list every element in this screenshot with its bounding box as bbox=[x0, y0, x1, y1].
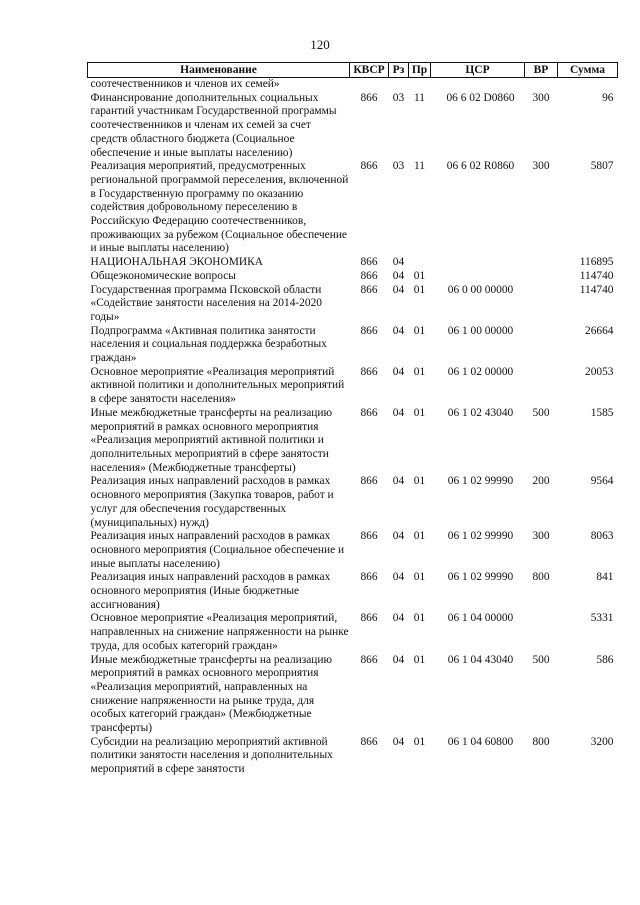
cell-name: Общеэкономические вопросы bbox=[90, 269, 236, 282]
table-row bbox=[88, 654, 618, 736]
cell-kvsr: 866 bbox=[360, 256, 378, 269]
cell-name: Реализация иных направлений расходов в рамках основного мероприятия (Закупка товаров, работ и услуг для обеспечения государственных (муниципальных) нужд) bbox=[90, 475, 334, 529]
table-row bbox=[88, 736, 618, 777]
cell-kvsr: 866 bbox=[360, 269, 378, 282]
cell-kvsr: 866 bbox=[360, 283, 378, 296]
cell-vr: 200 bbox=[532, 475, 550, 488]
table-row bbox=[88, 407, 618, 476]
cell-pr: 01 bbox=[413, 269, 426, 282]
cell-vr: 500 bbox=[532, 406, 550, 419]
table-row bbox=[88, 612, 618, 653]
cell-name: Иные межбюджетные трансферты на реализацию мероприятий в рамках основного мероприятия «Реализация мероприятий, направленных на снижение напряженности на рынке труда, для особых категорий граждан» (Межбюджетные трансферты) bbox=[90, 653, 332, 735]
cell-vr: 800 bbox=[532, 735, 550, 748]
cell-sum: 9564 bbox=[590, 475, 614, 488]
table-row bbox=[88, 160, 618, 256]
cell-csr: 06 1 02 99990 bbox=[447, 571, 514, 584]
cell-sum: 5807 bbox=[590, 160, 614, 173]
cell-kvsr: 866 bbox=[360, 406, 378, 419]
cell-pr: 11 bbox=[414, 160, 425, 173]
cell-sum: 96 bbox=[602, 91, 614, 104]
cell-kvsr: 866 bbox=[360, 530, 378, 543]
cell-kvsr: 866 bbox=[360, 475, 378, 488]
cell-rz: 04 bbox=[392, 269, 405, 282]
header-kvsr: КВСР bbox=[350, 63, 389, 78]
cell-csr: 06 1 04 43040 bbox=[447, 653, 514, 666]
cell-csr: 06 1 02 43040 bbox=[447, 406, 514, 419]
cell-vr: 300 bbox=[532, 530, 550, 543]
cell-name: Реализация иных направлений расходов в рамках основного мероприятия (Социальное обеспечение и иные выплаты населению) bbox=[90, 530, 345, 570]
cell-sum: 1585 bbox=[590, 406, 614, 419]
cell-vr bbox=[525, 270, 558, 284]
cell-sum: 114740 bbox=[579, 283, 614, 296]
cell-pr: 01 bbox=[413, 406, 426, 419]
cell-name: Реализация иных направлений расходов в рамках основного мероприятия (Иные бюджетные ассигнования) bbox=[90, 571, 331, 611]
cell-pr: 01 bbox=[413, 365, 426, 378]
cell-sum bbox=[558, 78, 618, 92]
cell-csr: 06 1 04 60800 bbox=[447, 735, 514, 748]
cell-vr: 300 bbox=[532, 91, 550, 104]
table-row bbox=[88, 78, 618, 92]
cell-kvsr: 866 bbox=[360, 91, 378, 104]
header-vr: ВР bbox=[525, 63, 558, 78]
cell-rz: 03 bbox=[392, 160, 405, 173]
cell-name: Основное мероприятие «Реализация мероприятий, направленных на снижение напряженности на рынке труда, для особых категорий граждан» bbox=[90, 612, 349, 652]
cell-rz: 04 bbox=[392, 653, 405, 666]
cell-rz: 04 bbox=[392, 324, 405, 337]
cell-csr bbox=[431, 270, 525, 284]
cell-vr bbox=[525, 78, 558, 92]
cell-sum: 586 bbox=[596, 653, 614, 666]
table-row bbox=[88, 571, 618, 612]
cell-rz: 04 bbox=[392, 735, 405, 748]
cell-kvsr: 866 bbox=[360, 612, 378, 625]
cell-pr bbox=[409, 256, 431, 270]
cell-vr: 800 bbox=[532, 571, 550, 584]
cell-name: Государственная программа Псковской области «Содействие занятости населения на 2014-2020 годы» bbox=[90, 283, 322, 323]
cell-rz: 04 bbox=[392, 571, 405, 584]
cell-vr: 300 bbox=[532, 160, 550, 173]
cell-pr: 11 bbox=[414, 91, 425, 104]
cell-name: Иные межбюджетные трансферты на реализацию мероприятий в рамках основного мероприятия «Реализация мероприятий активной политики и дополнительных мероприятий в сфере занятости населения» (Межбюджетные трансферты) bbox=[90, 406, 332, 474]
cell-pr: 01 bbox=[413, 283, 426, 296]
table-row bbox=[88, 530, 618, 571]
cell-rz: 04 bbox=[392, 530, 405, 543]
table-row bbox=[88, 256, 618, 270]
cell-pr: 01 bbox=[413, 324, 426, 337]
cell-sum: 3200 bbox=[590, 735, 614, 748]
cell-name: Основное мероприятие «Реализация мероприятий активной политики и дополнительных мероприятий в сфере занятости населения» bbox=[90, 365, 345, 406]
cell-rz: 04 bbox=[392, 612, 405, 625]
header-csr: ЦСР bbox=[431, 63, 525, 78]
cell-rz: 04 bbox=[392, 283, 405, 296]
cell-vr bbox=[525, 612, 558, 653]
cell-pr: 01 bbox=[413, 475, 426, 488]
cell-csr bbox=[431, 256, 525, 270]
cell-name: Реализация мероприятий, предусмотренных региональной программой переселения, включенной в Государственную программу по оказанию содействия добровольному переселению в Российскую Федерацию соотечественников, проживающих за рубежом (Социальное обеспечение и иные выплаты населению) bbox=[90, 160, 349, 255]
cell-kvsr: 866 bbox=[360, 324, 378, 337]
cell-pr: 01 bbox=[413, 653, 426, 666]
cell-vr bbox=[525, 284, 558, 325]
cell-pr bbox=[409, 78, 431, 92]
cell-kvsr: 866 bbox=[360, 735, 378, 748]
table-row bbox=[88, 475, 618, 530]
cell-kvsr: 866 bbox=[360, 571, 378, 584]
cell-vr bbox=[525, 325, 558, 366]
cell-csr: 06 6 02 R0860 bbox=[446, 160, 515, 173]
cell-sum: 114740 bbox=[579, 269, 614, 282]
cell-rz bbox=[389, 78, 409, 92]
cell-csr: 06 1 02 00000 bbox=[447, 365, 514, 378]
cell-vr bbox=[525, 256, 558, 270]
table-header-row bbox=[88, 63, 618, 78]
cell-rz: 04 bbox=[392, 406, 405, 419]
cell-name: Финансирование дополнительных социальных гарантий участникам Государственной программы соотечественников и членам их семей за счет средств областного бюджета (Социальное обеспечение и иные выплаты населению) bbox=[90, 91, 337, 159]
cell-sum: 26664 bbox=[585, 324, 614, 337]
header-name: Наименование bbox=[88, 63, 350, 78]
cell-csr: 06 0 00 00000 bbox=[447, 283, 514, 296]
table-row bbox=[88, 92, 618, 161]
cell-kvsr: 866 bbox=[360, 365, 378, 378]
cell-sum: 8063 bbox=[590, 530, 614, 543]
cell-name: соотечественников и членов их семей» bbox=[90, 78, 280, 90]
cell-csr: 06 1 04 00000 bbox=[447, 612, 514, 625]
cell-sum: 5331 bbox=[590, 612, 614, 625]
table-row bbox=[88, 325, 618, 366]
cell-csr: 06 1 02 99990 bbox=[447, 530, 514, 543]
table-row bbox=[88, 270, 618, 284]
cell-name: НАЦИОНАЛЬНАЯ ЭКОНОМИКА bbox=[90, 256, 263, 269]
cell-csr bbox=[431, 78, 525, 92]
cell-rz: 04 bbox=[392, 365, 405, 378]
cell-pr: 01 bbox=[413, 735, 426, 748]
cell-name: Подпрограмма «Активная политика занятости населения и социальная поддержка безработных граждан» bbox=[90, 324, 327, 365]
cell-sum: 841 bbox=[596, 571, 614, 584]
page-number: 120 bbox=[310, 37, 330, 52]
cell-vr: 500 bbox=[532, 653, 550, 666]
cell-kvsr: 866 bbox=[360, 160, 378, 173]
cell-name: Субсидии на реализацию мероприятий активной политики занятости населения и дополнительных мероприятий в сфере занятости bbox=[90, 735, 333, 776]
cell-rz: 03 bbox=[392, 91, 405, 104]
cell-csr: 06 6 02 D0860 bbox=[446, 91, 515, 104]
header-pr: Пр bbox=[409, 63, 431, 78]
cell-csr: 06 1 00 00000 bbox=[447, 324, 514, 337]
cell-rz: 04 bbox=[392, 475, 405, 488]
cell-sum: 116895 bbox=[579, 256, 614, 269]
header-sum: Сумма bbox=[558, 63, 618, 78]
table-body bbox=[88, 78, 618, 777]
cell-pr: 01 bbox=[413, 530, 426, 543]
cell-rz: 04 bbox=[392, 256, 405, 269]
table-row bbox=[88, 284, 618, 325]
cell-kvsr: 866 bbox=[360, 653, 378, 666]
budget-table bbox=[87, 62, 618, 777]
cell-sum: 20053 bbox=[585, 365, 614, 378]
table-row bbox=[88, 366, 618, 407]
cell-pr: 01 bbox=[413, 612, 426, 625]
cell-vr bbox=[525, 366, 558, 407]
cell-csr: 06 1 02 99990 bbox=[447, 475, 514, 488]
cell-pr: 01 bbox=[413, 571, 426, 584]
header-rz: Рз bbox=[389, 63, 409, 78]
cell-kvsr bbox=[350, 78, 389, 92]
